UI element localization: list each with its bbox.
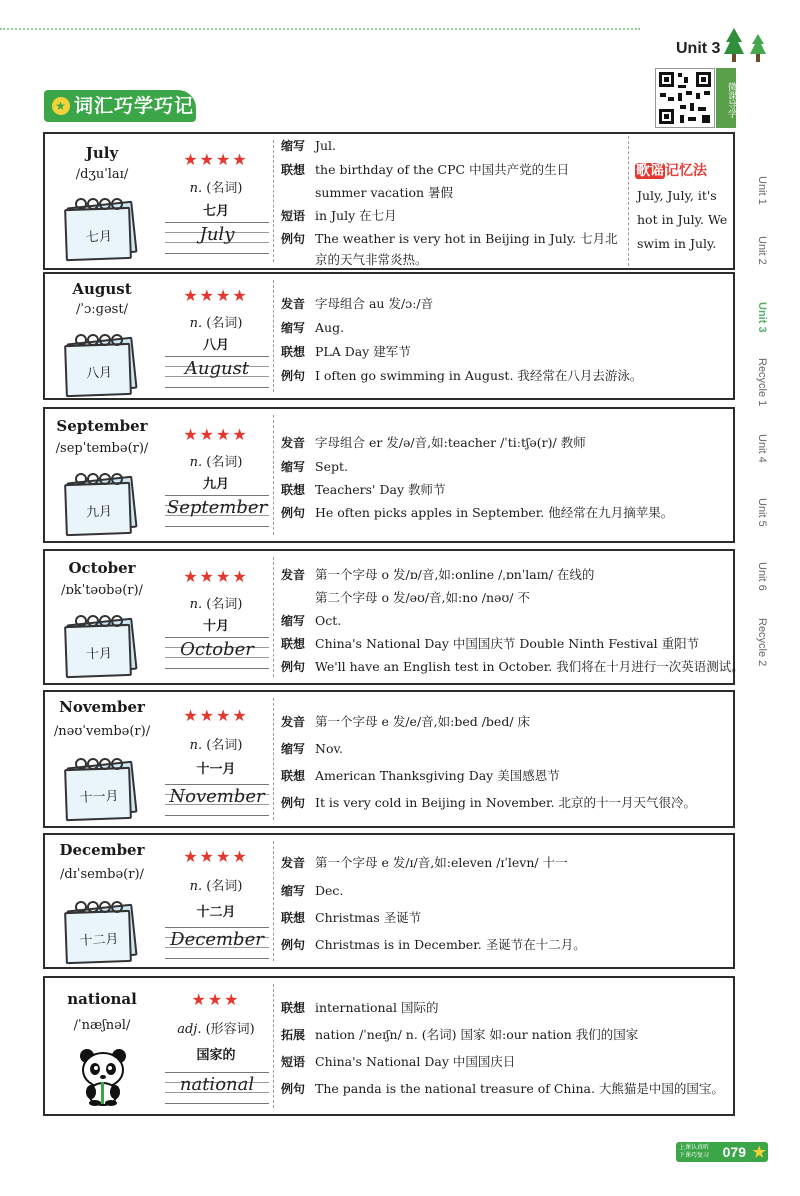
tree-icon	[724, 26, 772, 64]
calendar-icon	[63, 469, 139, 531]
calendar-icon	[63, 897, 139, 959]
star-rating: ★★★★	[183, 847, 249, 866]
page-number: 079	[722, 1144, 746, 1160]
info-row: 例句 I often go swimming in August. 我经常在八月去游泳。	[281, 368, 643, 383]
phonetic: /nəʊˈvembə(r)/	[53, 724, 151, 739]
part-of-speech: adj. (形容词)	[177, 1022, 255, 1037]
info-row: 联想 the birthday of the CPC 中国共产党的生日	[281, 162, 570, 177]
column-divider	[273, 415, 274, 535]
vocab-card-july	[43, 132, 735, 270]
handwriting-practice: July	[165, 222, 269, 252]
word: August	[72, 280, 132, 298]
chinese-meaning: 十一月	[196, 762, 236, 777]
handwriting-practice: August	[165, 356, 269, 386]
column-divider	[273, 557, 274, 677]
chinese-meaning: 十月	[202, 619, 229, 634]
phonetic: /ˈnæʃnəl/	[73, 1018, 131, 1033]
calendar-text: 八月	[85, 365, 113, 382]
info-row: 联想 international 国际的	[281, 1000, 439, 1015]
star-icon: ★	[52, 97, 70, 115]
calendar-text: 十二月	[79, 931, 119, 950]
info-row: 发音 第一个字母 e 发/ɪ/音,如:eleven /ɪˈlevn/ 十一	[281, 855, 568, 870]
calendar-icon	[63, 611, 139, 673]
word: national	[67, 990, 137, 1008]
column-divider	[273, 984, 274, 1108]
star-rating: ★★★★	[183, 425, 249, 444]
footer-slogan: 上课认真听 下课巧复习	[679, 1145, 710, 1159]
word: September	[56, 417, 148, 435]
handwriting-practice: December	[165, 927, 269, 957]
info-row: 例句 The weather is very hot in Beijing in July. 七月北	[281, 231, 618, 246]
calendar-icon	[63, 330, 139, 392]
vocab-card-august	[43, 272, 735, 400]
info-row: 发音 第一个字母 e 发/e/音,如:bed /bed/ 床	[281, 714, 531, 729]
chinese-meaning: 十二月	[196, 905, 236, 920]
word: December	[59, 841, 145, 859]
star-rating: ★★★★	[183, 706, 249, 725]
section-title	[44, 90, 196, 122]
word: July	[85, 144, 119, 162]
side-tab-unit-5[interactable]: Unit 5	[756, 498, 768, 527]
page-number-badge	[676, 1142, 768, 1162]
calendar-text: 七月	[85, 229, 113, 246]
vocab-card-october	[43, 549, 744, 685]
side-tab-unit-1[interactable]: Unit 1	[756, 176, 768, 205]
side-tab-unit-6[interactable]: Unit 6	[756, 562, 768, 591]
info-row: 联想 American Thanksgiving Day 美国感恩节	[281, 768, 560, 783]
part-of-speech: n. (名词)	[189, 597, 243, 612]
column-divider	[273, 841, 274, 961]
info-row: 联想 Teachers' Day 教师节	[281, 482, 446, 497]
side-tab-recycle-1[interactable]: Recycle 1	[756, 358, 768, 407]
info-row: 联想 Christmas 圣诞节	[281, 910, 422, 925]
side-tab-recycle-2[interactable]: Recycle 2	[756, 618, 768, 667]
vocab-card-november	[43, 690, 735, 828]
info-row: summer vacation 暑假	[315, 185, 454, 200]
word: November	[59, 698, 145, 716]
handwriting-practice: October	[165, 637, 269, 667]
qr-tag: 微课导学	[716, 68, 736, 128]
column-divider	[273, 280, 274, 392]
info-row: 例句 It is very cold in Beijing in November. 北京的十一月天气很冷。	[281, 795, 697, 810]
section-title-text: 词汇巧学巧记	[74, 95, 195, 117]
part-of-speech: n. (名词)	[189, 879, 243, 894]
handwriting-practice: September	[165, 495, 269, 525]
star-rating: ★★★	[191, 990, 241, 1009]
calendar-text: 十月	[85, 646, 113, 663]
phonetic: /dɪˈsembə(r)/	[60, 867, 144, 882]
info-row: 例句 Christmas is in December. 圣诞节在十二月。	[281, 937, 586, 952]
info-row: 例句 The panda is the national treasure of China. 大熊猫是中国的国宝。	[281, 1081, 724, 1096]
part-of-speech: n. (名词)	[189, 181, 243, 196]
calendar-icon	[63, 754, 139, 816]
info-row: 短语 in July 在七月	[281, 208, 397, 223]
chinese-meaning: 八月	[202, 338, 229, 353]
star-rating: ★★★★	[183, 150, 249, 169]
qr-code[interactable]	[655, 68, 715, 128]
word: October	[68, 559, 136, 577]
star-rating: ★★★★	[183, 567, 249, 586]
column-divider	[273, 698, 274, 820]
handwriting-practice: national	[165, 1072, 269, 1102]
calendar-text: 十一月	[79, 788, 119, 807]
info-row: 发音 字母组合 au 发/ɔː/音	[281, 296, 434, 311]
top-dotted-rule	[0, 28, 640, 30]
calendar-icon	[63, 194, 139, 256]
info-row: 缩写 Aug.	[281, 320, 345, 335]
chinese-meaning: 九月	[202, 477, 229, 492]
part-of-speech: n. (名词)	[189, 316, 243, 331]
phonetic: /sepˈtembə(r)/	[55, 441, 149, 456]
star-icon: ★	[752, 1144, 766, 1161]
song-memory-box	[628, 136, 735, 266]
part-of-speech: n. (名词)	[189, 455, 243, 470]
side-tab-unit-3[interactable]: Unit 3	[756, 302, 768, 333]
side-tab-unit-4[interactable]: Unit 4	[756, 434, 768, 463]
chinese-meaning: 国家的	[196, 1048, 236, 1063]
info-row: 缩写 Nov.	[281, 741, 344, 756]
chinese-meaning: 七月	[202, 204, 229, 219]
handwriting-practice: November	[165, 784, 269, 814]
vocab-card-september	[43, 407, 735, 543]
info-row: 发音 字母组合 er 发/ə/音,如:teacher /ˈtiːtʃə(r)/ 教师	[281, 435, 586, 450]
part-of-speech: n. (名词)	[189, 738, 243, 753]
song-lyric: July, July, it's	[637, 188, 717, 203]
info-row: 缩写 Sept.	[281, 459, 348, 474]
vocab-card-national	[43, 976, 735, 1116]
info-row: 例句 We'll have an English test in October. 我们将在十月进行一次英语测试。	[281, 659, 744, 674]
vocab-card-december	[43, 833, 735, 969]
info-row: 联想 China's National Day 中国国庆节 Double Ninth Festival 重阳节	[281, 636, 700, 651]
phonetic: /dʒuˈlaɪ/	[75, 167, 129, 182]
info-row: 缩写 Jul.	[281, 138, 337, 153]
phonetic: /ˈɔːɡəst/	[76, 302, 128, 317]
info-row: 拓展 nation /ˈneɪʃn/ n. (名词) 国家 如:our nation 我们的国家	[281, 1027, 639, 1042]
info-row: 缩写 Oct.	[281, 613, 342, 628]
song-title: 歌谣记忆法	[636, 163, 707, 179]
star-rating: ★★★★	[183, 286, 249, 305]
unit-label: Unit 3	[676, 40, 721, 57]
info-row: 联想 PLA Day 建军节	[281, 344, 411, 359]
calendar-text: 九月	[85, 504, 113, 521]
song-lyric: swim in July.	[637, 236, 717, 251]
info-row: 短语 China's National Day 中国国庆日	[281, 1054, 516, 1069]
song-lyric: hot in July. We	[637, 212, 728, 227]
column-divider	[273, 140, 274, 262]
panda-icon	[75, 1046, 131, 1106]
info-row: 第二个字母 o 发/əʊ/音,如:no /nəʊ/ 不	[315, 590, 530, 605]
info-row: 缩写 Dec.	[281, 883, 344, 898]
info-row: 京的天气非常炎热。	[315, 252, 428, 267]
info-row: 发音 第一个字母 o 发/ɒ/音,如:online /ˌɒnˈlaɪn/ 在线的	[281, 567, 595, 582]
side-tab-unit-2[interactable]: Unit 2	[756, 236, 768, 265]
phonetic: /ɒkˈtəʊbə(r)/	[61, 583, 143, 598]
info-row: 例句 He often picks apples in September. 他经常在九月摘苹果。	[281, 505, 674, 520]
